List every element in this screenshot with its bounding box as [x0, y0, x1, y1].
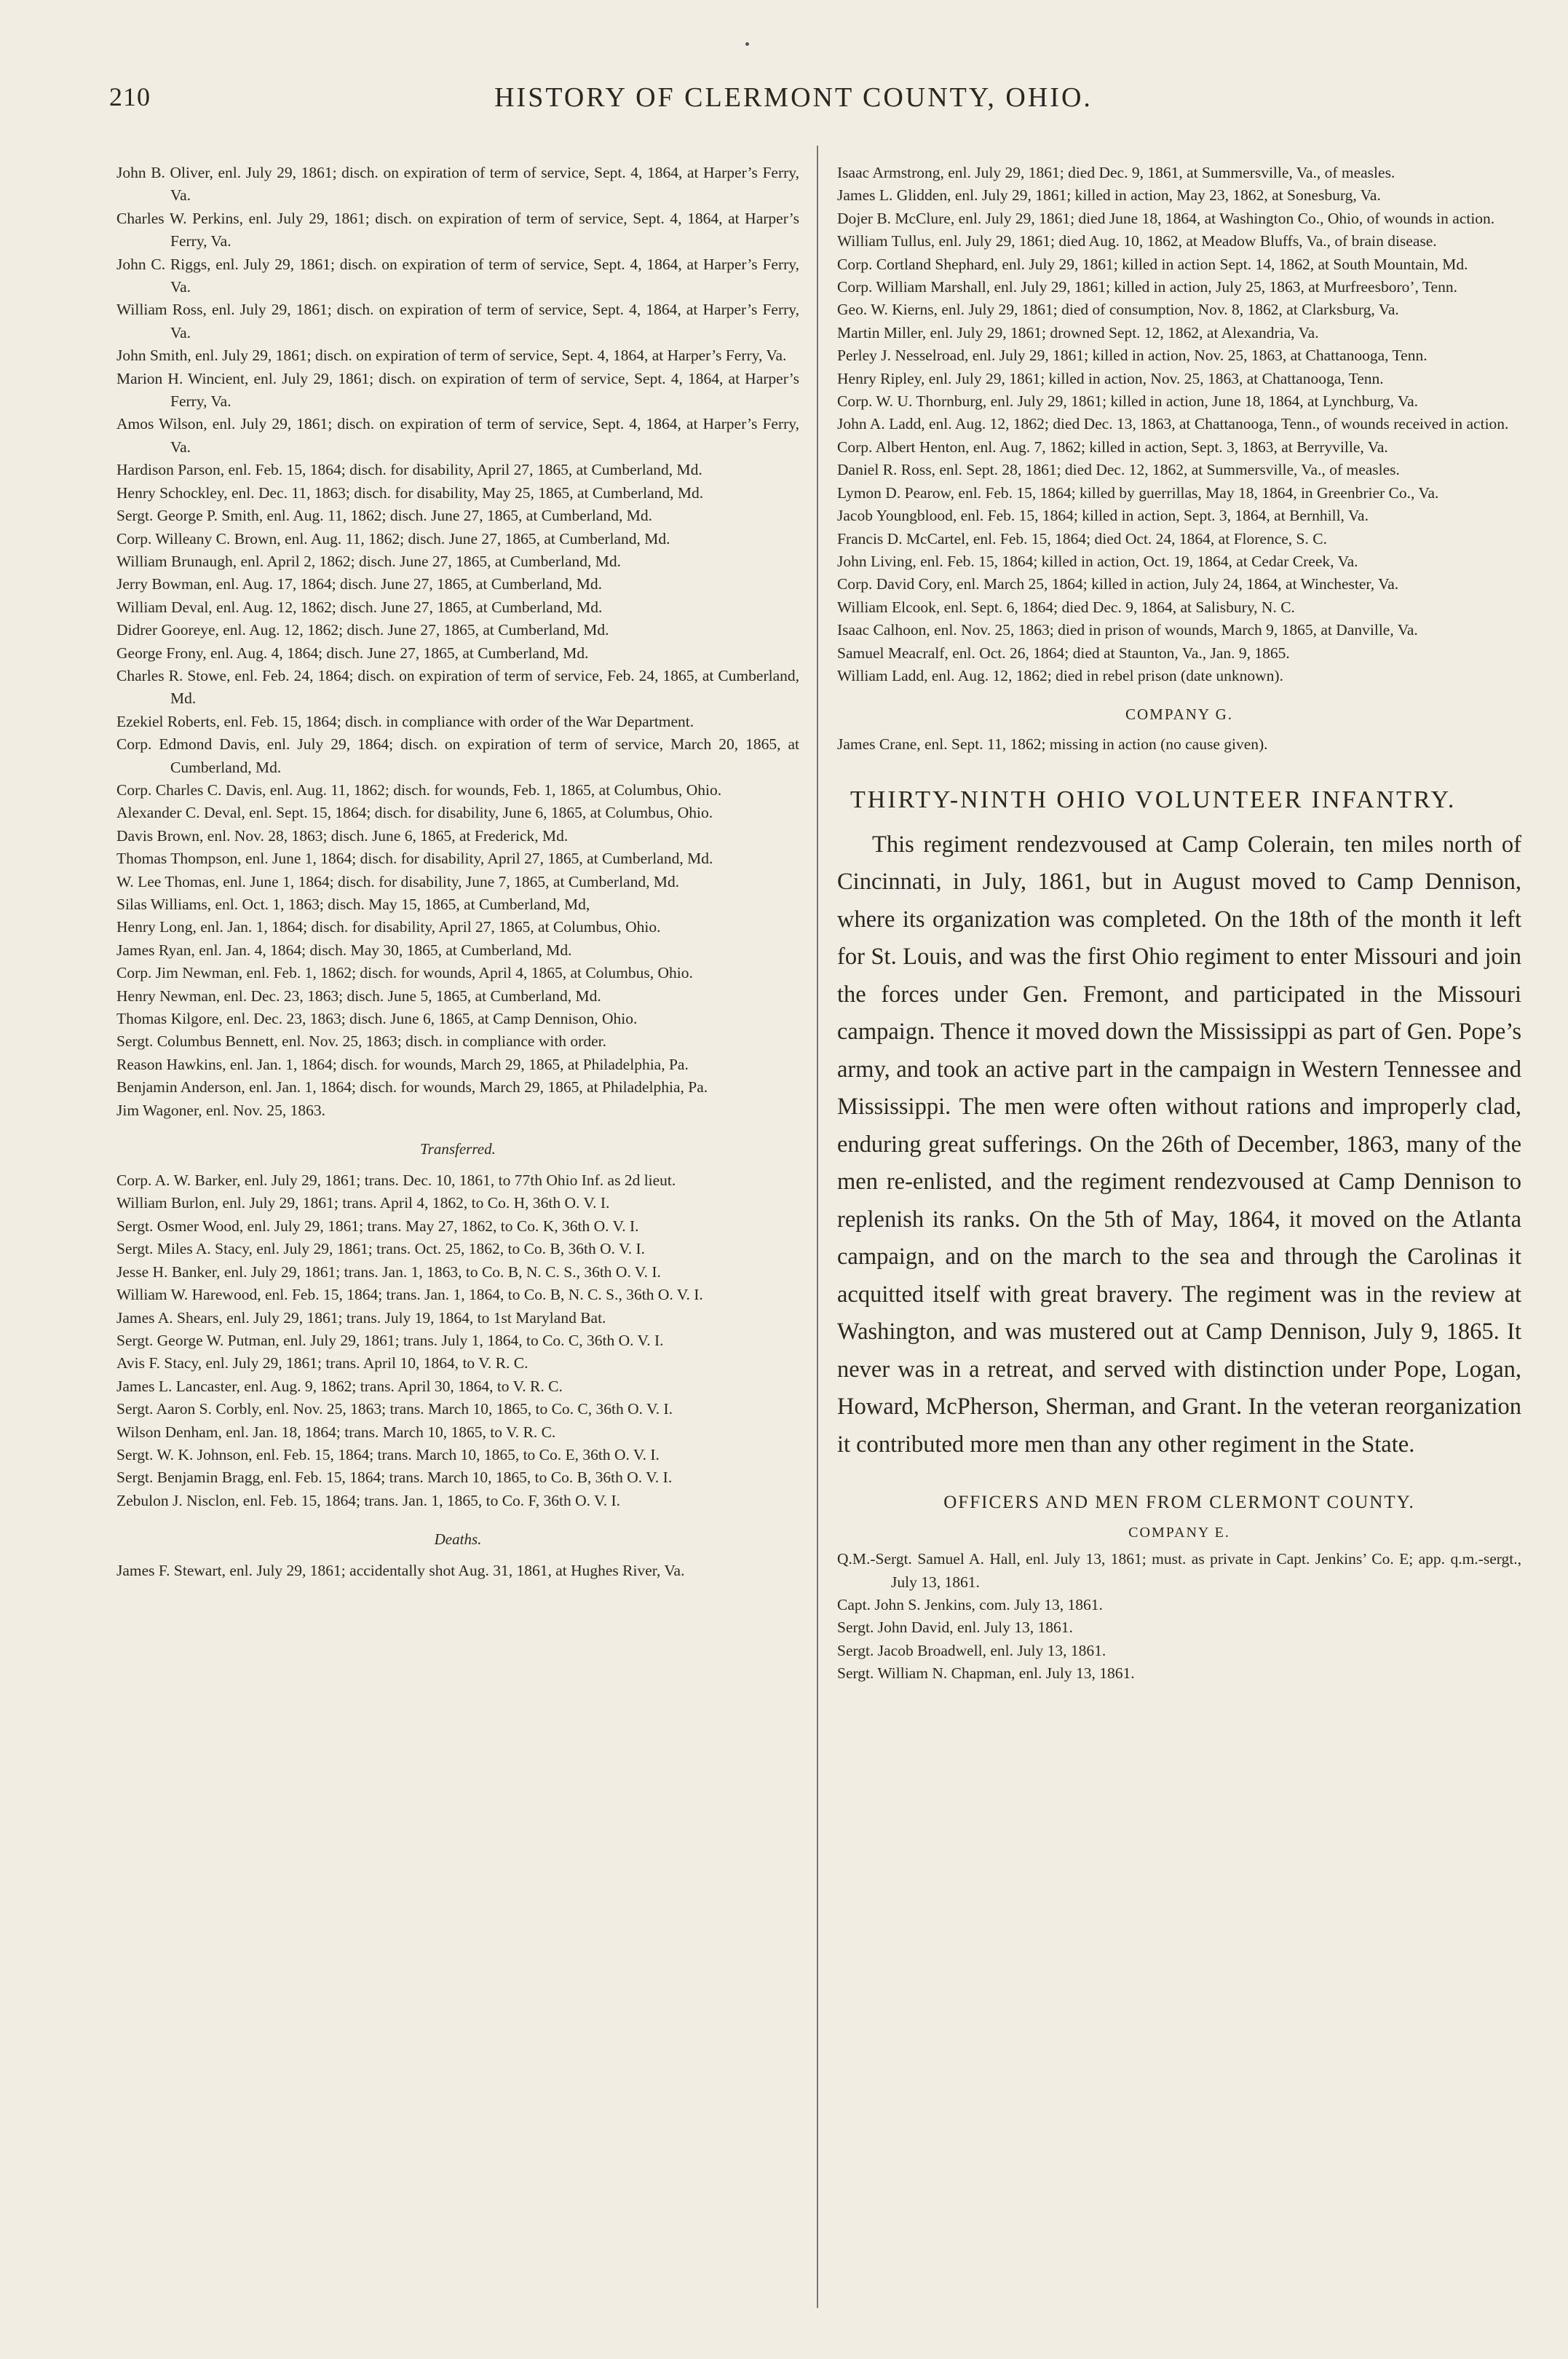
roster-entry: Charles W. Perkins, enl. July 29, 1861; disch. on expiration of term of service, Sept. 4, 1864, at Harper’s Ferry, Va. [116, 209, 799, 250]
transferred-list [116, 1169, 799, 1512]
column-rule [817, 146, 818, 2308]
roster-entry: James F. Stewart, enl. July 29, 1861; accidentally shot Aug. 31, 1861, at Hughes River, Va. [116, 1562, 685, 1580]
roster-entry: Sergt. George P. Smith, enl. Aug. 11, 1862; disch. June 27, 1865, at Cumberland, Md. [116, 507, 652, 525]
roster-entry: Corp. A. W. Barker, enl. July 29, 1861; trans. Dec. 10, 1861, to 77th Ohio Inf. as 2d lieut. [116, 1171, 676, 1190]
right-column [837, 162, 1521, 1686]
roster-entry: John A. Ladd, enl. Aug. 12, 1862; died Dec. 13, 1863, at Chattanooga, Tenn., of wounds received in action. [837, 415, 1509, 433]
roster-entry: William Deval, enl. Aug. 12, 1862; disch. June 27, 1865, at Cumberland, Md. [116, 598, 603, 616]
roster-entry: W. Lee Thomas, enl. June 1, 1864; disch. for disability, June 7, 1865, at Cumberland, Md. [116, 872, 680, 890]
roster-entry: Corp. W. U. Thornburg, enl. July 29, 1861; killed in action, June 18, 1864, at Lynchburg, Va. [837, 392, 1419, 411]
roster-entry: William Ross, enl. July 29, 1861; disch. on expiration of term of service, Sept. 4, 1864, at Harper’s Ferry, Va. [116, 301, 799, 341]
roster-entry: James Ryan, enl. Jan. 4, 1864; disch. May 30, 1865, at Cumberland, Md. [116, 941, 572, 959]
roster-entry: Jerry Bowman, enl. Aug. 17, 1864; disch. June 27, 1865, at Cumberland, Md. [116, 575, 603, 593]
roster-entry: Sergt. Jacob Broadwell, enl. July 13, 1861. [837, 1641, 1106, 1659]
roster-entry: Didrer Gooreye, enl. Aug. 12, 1862; disch. June 27, 1865, at Cumberland, Md. [116, 621, 609, 639]
roster-entry: Zebulon J. Nisclon, enl. Feb. 15, 1864; trans. Jan. 1, 1865, to Co. F, 36th O. V. I. [116, 1491, 621, 1509]
section-title: THIRTY-NINTH OHIO VOLUNTEER INFANTRY. [850, 786, 1457, 813]
roster-entry: John Living, enl. Feb. 15, 1864; killed in action, Oct. 19, 1864, at Cedar Creek, Va. [837, 552, 1358, 570]
roster-entry: Geo. W. Kierns, enl. July 29, 1861; died of consumption, Nov. 8, 1862, at Clarksburg, Va. [837, 301, 1399, 319]
left-column [116, 162, 799, 1583]
roster-entry: Sergt. Benjamin Bragg, enl. Feb. 15, 1864; trans. March 10, 1865, to Co. B, 36th O. V. I. [116, 1469, 673, 1487]
roster-entry: Samuel Meacralf, enl. Oct. 26, 1864; died at Staunton, Va., Jan. 9, 1865. [837, 644, 1290, 662]
roster-entry: Ezekiel Roberts, enl. Feb. 15, 1864; disch. in compliance with order of the War Department. [116, 712, 694, 730]
roster-entry: Sergt. Miles A. Stacy, enl. July 29, 1861; trans. Oct. 25, 1862, to Co. B, 36th O. V. I. [116, 1240, 646, 1258]
officers-heading: OFFICERS AND MEN FROM CLERMONT COUNTY. [943, 1493, 1415, 1513]
roster-entry: James A. Shears, enl. July 29, 1861; trans. July 19, 1864, to 1st Maryland Bat. [116, 1308, 606, 1327]
page-number: 210 [109, 82, 151, 111]
roster-entry: Wilson Denham, enl. Jan. 18, 1864; trans. March 10, 1865, to V. R. C. [116, 1423, 556, 1441]
roster-entry: Capt. John S. Jenkins, com. July 13, 1861. [837, 1596, 1103, 1614]
roster-entry: Corp. Edmond Davis, enl. July 29, 1864; disch. on expiration of term of service, March 20, 1865, at Cumberland, Md. [116, 735, 799, 776]
roster-entry: Corp. Jim Newman, enl. Feb. 1, 1862; disch. for wounds, April 4, 1865, at Columbus, Ohio. [116, 964, 693, 982]
roster-entry: Alexander C. Deval, enl. Sept. 15, 1864; disch. for disability, June 6, 1865, at Columbus, Ohio. [116, 804, 713, 822]
roster-entry: James L. Lancaster, enl. Aug. 9, 1862; trans. April 30, 1864, to V. R. C. [116, 1377, 563, 1395]
roster-entry: Thomas Thompson, enl. June 1, 1864; disch. for disability, April 27, 1865, at Cumberland, Md. [116, 850, 713, 868]
roster-entry: Marion H. Wincient, enl. July 29, 1861; disch. on expiration of term of service, Sept. 4, 1864, at Harper’s Ferry, Va. [116, 369, 799, 411]
roster-entry: Hardison Parson, enl. Feb. 15, 1864; disch. for disability, April 27, 1865, at Cumberland, Md. [116, 461, 702, 479]
regiment-narrative: This regiment rendezvoused at Camp Colerain, ten miles north of Cincinnati, in July, 1861, but in August moved to Camp Dennison, where its organization was completed. On the 18th of the month it left for St. Louis, and was the first Ohio regiment to enter Missouri and join the forces under Gen. Fremont, and participated in the Missouri campaign. Thence it moved down the Mississippi as part of Gen. Pope’s army, and took an active part in the campaign in Western Tennessee and Mississippi. The men were often without rations and improperly clad, enduring great sufferings. On the 26th of December, 1863, many of the men re-enlisted, and the regiment rendezvoused at Camp Dennison to replenish its ranks. On the 5th of May, 1864, it moved on the Atlanta campaign, and on the march to the sea and through the Carolinas it acquitted itself with great bravery. The regiment was in the review at Washington, and was mustered out at Camp Dennison, July 9, 1865. It never was in a retreat, and served with distinction under Pope, Logan, Howard, McPherson, Sherman, and Grant. In the veteran reorganization it contributed more men than any other regiment in the State. [837, 831, 1521, 1458]
transferred-heading: Transferred. [420, 1140, 496, 1158]
roster-entry: Henry Long, enl. Jan. 1, 1864; disch. for disability, April 27, 1865, at Columbus, Ohio. [116, 918, 661, 936]
roster-entry: Francis D. McCartel, enl. Feb. 15, 1864; died Oct. 24, 1864, at Florence, S. C. [837, 529, 1327, 548]
company-g-heading: COMPANY G. [1125, 706, 1233, 724]
page-header [109, 82, 1478, 125]
roster-entry: Sergt. Osmer Wood, enl. July 29, 1861; trans. May 27, 1862, to Co. K, 36th O. V. I. [116, 1217, 639, 1235]
roster-entry: Lymon D. Pearow, enl. Feb. 15, 1864; killed by guerrillas, May 18, 1864, in Greenbrier Co., Va. [837, 483, 1439, 502]
roster-entry: Jim Wagoner, enl. Nov. 25, 1863. [116, 1101, 326, 1119]
roster-entry: Isaac Armstrong, enl. July 29, 1861; died Dec. 9, 1861, at Summersville, Va., of measles. [837, 164, 1395, 181]
roster-entry: John Smith, enl. July 29, 1861; disch. on expiration of term of service, Sept. 4, 1864, at Harper’s Ferry, Va. [116, 347, 787, 365]
roster-entry: Jacob Youngblood, enl. Feb. 15, 1864; killed in action, Sept. 3, 1864, at Bernhill, Va. [837, 507, 1369, 525]
company-g-list [837, 733, 1521, 756]
roster-entry: William Elcook, enl. Sept. 6, 1864; died Dec. 9, 1864, at Salisbury, N. C. [837, 598, 1295, 616]
roster-entry: James L. Glidden, enl. July 29, 1861; killed in action, May 23, 1862, at Sonesburg, Va. [837, 186, 1381, 205]
running-title: HISTORY OF CLERMONT COUNTY, OHIO. [494, 82, 1093, 113]
roster-entry: Perley J. Nesselroad, enl. July 29, 1861; killed in action, Nov. 25, 1863, at Chattanooga, Tenn. [837, 347, 1428, 365]
roster-entry: Sergt. W. K. Johnson, enl. Feb. 15, 1864; trans. March 10, 1865, to Co. E, 36th O. V. I. [116, 1445, 660, 1463]
roster-entry: Corp. Willeany C. Brown, enl. Aug. 11, 1862; disch. June 27, 1865, at Cumberland, Md. [116, 529, 670, 548]
roster-entry: Sergt. Aaron S. Corbly, enl. Nov. 25, 1863; trans. March 10, 1865, to Co. C, 36th O. V. I. [116, 1400, 673, 1418]
roster-entry: Henry Newman, enl. Dec. 23, 1863; disch. June 5, 1865, at Cumberland, Md. [116, 987, 601, 1005]
roster-entry: Amos Wilson, enl. July 29, 1861; disch. on expiration of term of service, Sept. 4, 1864, at Harper’s Ferry, Va. [116, 415, 799, 456]
roster-entry: Martin Miller, enl. July 29, 1861; drowned Sept. 12, 1862, at Alexandria, Va. [837, 323, 1319, 341]
roster-entry: Corp. Charles C. Davis, enl. Aug. 11, 1862; disch. for wounds, Feb. 1, 1865, at Columbus, Ohio. [116, 781, 722, 799]
roster-entry: Avis F. Stacy, enl. July 29, 1861; trans. April 10, 1864, to V. R. C. [116, 1354, 528, 1372]
roster-entry: William W. Harewood, enl. Feb. 15, 1864; trans. Jan. 1, 1864, to Co. B, N. C. S., 36th O. V. I. [116, 1286, 703, 1304]
print-mark [745, 42, 749, 46]
company-e-heading: COMPANY E. [1128, 1525, 1230, 1541]
roster-entry: Isaac Calhoon, enl. Nov. 25, 1863; died in prison of wounds, March 9, 1865, at Danville, Va. [837, 621, 1418, 639]
roster-entry: Thomas Kilgore, enl. Dec. 23, 1863; disch. June 6, 1865, at Camp Dennison, Ohio. [116, 1010, 638, 1028]
roster-entry: Q.M.-Sergt. Samuel A. Hall, enl. July 13, 1861; must. as private in Capt. Jenkins’ Co. E; app. q.m.-sergt., July 13, 1861. [837, 1550, 1521, 1591]
roster-entry: John C. Riggs, enl. July 29, 1861; disch. on expiration of term of service, Sept. 4, 1864, at Harper’s Ferry, Va. [116, 255, 799, 296]
roster-entry: Sergt. Columbus Bennett, enl. Nov. 25, 1863; disch. in compliance with order. [116, 1032, 606, 1051]
roster-entry: Charles R. Stowe, enl. Feb. 24, 1864; disch. on expiration of term of service, Feb. 24, 1865, at Cumberland, Md. [116, 666, 799, 708]
deaths-list [116, 1560, 799, 1582]
roster-entry: Corp. Cortland Shephard, enl. July 29, 1861; killed in action Sept. 14, 1862, at South Mountain, Md. [837, 255, 1468, 273]
roster-entry: Jesse H. Banker, enl. July 29, 1861; trans. Jan. 1, 1863, to Co. B, N. C. S., 36th O. V. I. [116, 1263, 661, 1281]
roster-entry: Dojer B. McClure, enl. July 29, 1861; died June 18, 1864, at Washington Co., Ohio, of wounds in action. [837, 209, 1495, 227]
roster-entry: Daniel R. Ross, enl. Sept. 28, 1861; died Dec. 12, 1862, at Summersville, Va., of measles. [837, 461, 1400, 479]
company-e-list [837, 1548, 1521, 1685]
roster-entry: James Crane, enl. Sept. 11, 1862; missing in action (no cause given). [837, 735, 1268, 754]
roster-entry: John B. Oliver, enl. July 29, 1861; disch. on expiration of term of service, Sept. 4, 1864, at Harper’s Ferry, Va. [116, 164, 799, 205]
roster-entry: Benjamin Anderson, enl. Jan. 1, 1864; disch. for wounds, March 29, 1865, at Philadelphia, Pa. [116, 1078, 708, 1096]
discharged-list [116, 162, 799, 1122]
deaths-list-continued [837, 162, 1521, 687]
roster-entry: Sergt. George W. Putman, enl. July 29, 1861; trans. July 1, 1864, to Co. C, 36th O. V. I. [116, 1331, 664, 1349]
roster-entry: Henry Ripley, enl. July 29, 1861; killed in action, Nov. 25, 1863, at Chattanooga, Tenn. [837, 369, 1384, 387]
roster-entry: William Burlon, enl. July 29, 1861; trans. April 4, 1862, to Co. H, 36th O. V. I. [116, 1194, 610, 1212]
roster-entry: George Frony, enl. Aug. 4, 1864; disch. June 27, 1865, at Cumberland, Md. [116, 644, 589, 662]
deaths-heading: Deaths. [434, 1530, 482, 1549]
roster-entry: Sergt. John David, enl. July 13, 1861. [837, 1619, 1073, 1637]
roster-entry: Davis Brown, enl. Nov. 28, 1863; disch. June 6, 1865, at Frederick, Md. [116, 826, 569, 845]
roster-entry: William Tullus, enl. July 29, 1861; died Aug. 10, 1862, at Meadow Bluffs, Va., of brain disease. [837, 232, 1437, 250]
roster-entry: Sergt. William N. Chapman, enl. July 13, 1861. [837, 1664, 1135, 1683]
roster-entry: William Brunaugh, enl. April 2, 1862; disch. June 27, 1865, at Cumberland, Md. [116, 552, 622, 570]
roster-entry: Silas Williams, enl. Oct. 1, 1863; disch. May 15, 1865, at Cumberland, Md, [116, 896, 590, 913]
roster-entry: Corp. William Marshall, enl. July 29, 1861; killed in action, July 25, 1863, at Murfreesboro’, Tenn. [837, 278, 1457, 296]
roster-entry: Reason Hawkins, enl. Jan. 1, 1864; disch. for wounds, March 29, 1865, at Philadelphia, Pa. [116, 1055, 689, 1073]
roster-entry: William Ladd, enl. Aug. 12, 1862; died in rebel prison (date unknown). [837, 666, 1283, 684]
roster-entry: Henry Schockley, enl. Dec. 11, 1863; disch. for disability, May 25, 1865, at Cumberland, Md. [116, 483, 704, 502]
roster-entry: Corp. Albert Henton, enl. Aug. 7, 1862; killed in action, Sept. 3, 1863, at Berryville, Va. [837, 438, 1388, 456]
roster-entry: Corp. David Cory, enl. March 25, 1864; killed in action, July 24, 1864, at Winchester, Va. [837, 575, 1399, 593]
